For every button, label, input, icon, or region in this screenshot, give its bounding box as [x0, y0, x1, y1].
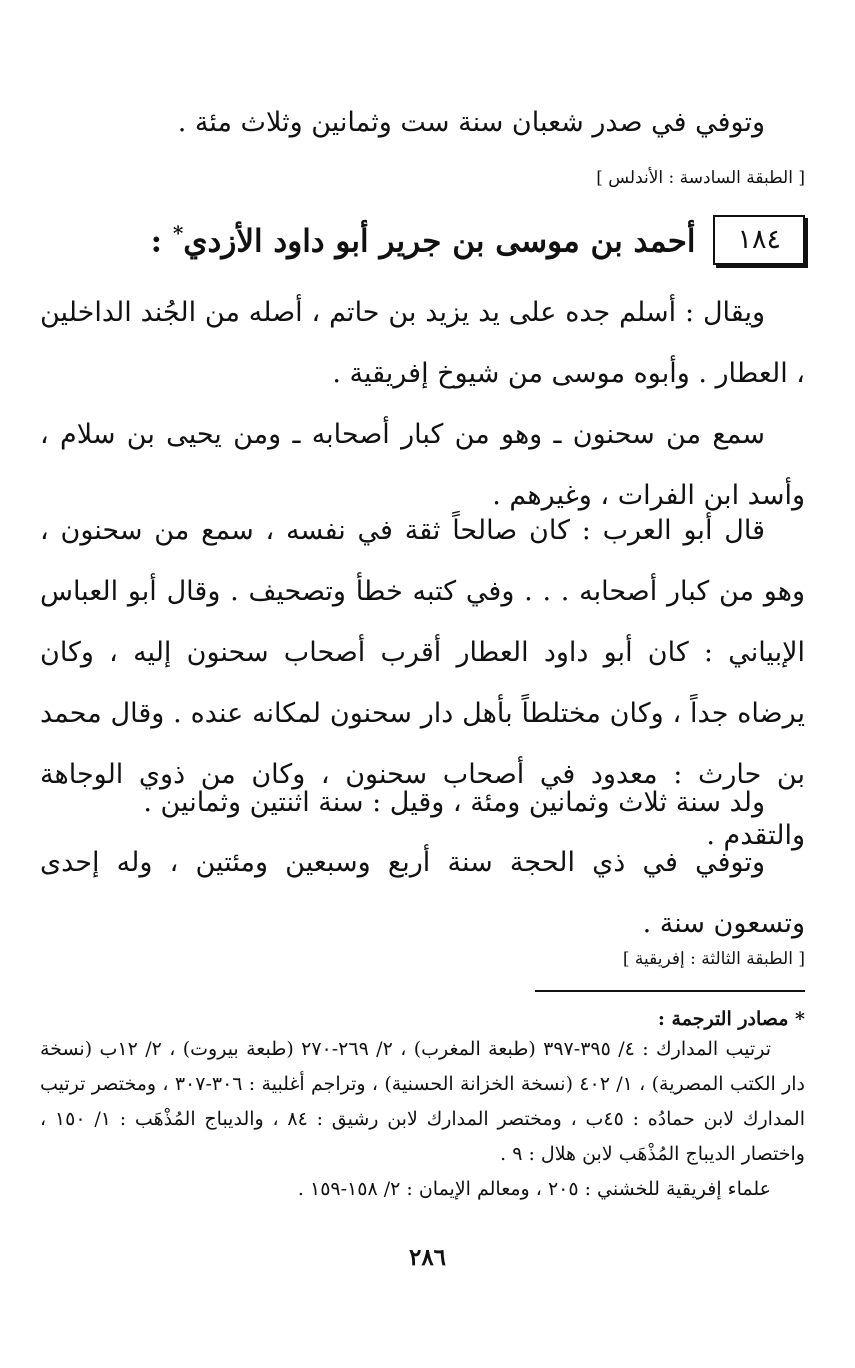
page-number: ٢٨٦: [408, 1244, 447, 1271]
paragraph-origin: ويقال : أسلم جده على يد يزيد بن حاتم ، أصله من الجُند الداخلين ، العطار . وأبوه موسى من شيوخ إفريقية .: [40, 297, 805, 389]
footnote-text: ترتيب المدارك : ٤/ ٣٩٥-٣٩٧ (طبعة المغرب) ، ٢/ ٢٦٩-٢٧٠ (طبعة بيروت) ، ٢/ ١٢ب (نسخة دار الكتب المصرية) ، ١/ ٤٠٢ (نسخة الخزانة الحسنية) ، وتراجم أغلبية : ٣٠٦-٣٠٧ ، ومختصر ترتيب المدارك لابن حمادُه : ٤٥ب ، ومختصر المدارك لابن رشيق : ٨٤ ، والديباج المُذْهَب : ١/ ١٥٠ ، واختصار الديباج المُذْهَب لابن هلال : ٩ .: [40, 1038, 805, 1165]
entry-number-box: ١٨٤: [713, 215, 805, 265]
footnote-marker: *: [172, 220, 184, 245]
entry-heading: [40, 212, 805, 268]
paragraph-death: وتوفي في ذي الحجة سنة أربع وسبعين ومئتين ، وله إحدى وتسعون سنة .: [40, 847, 805, 939]
footnote-last-line: علماء إفريقية للخشني : ٢٠٥ ، ومعالم الإيمان : ٢/ ١٥٨-١٥٩ .: [297, 1178, 771, 1200]
tabaqa-label-ifriqiya: [ الطبقة الثالثة : إفريقية ]: [622, 949, 805, 969]
paragraph-birth: ولد سنة ثلاث وثمانين ومئة ، وقيل : سنة اثنتين وثمانين .: [143, 787, 765, 818]
footnote-body: [40, 1032, 805, 1207]
paragraph-assessments: قال أبو العرب : كان صالحاً ثقة في نفسه ، سمع من سحنون ، وهو من كبار أصحابه . . . وفي كتبه خطأ وتصحيف . وقال أبو العباس الإبياني : كان أبو داود العطار أقرب أصحاب سحنون إليه ، وكان يرضاه جداً ، وكان مختلطاً بأهل دار سحنون لمكانه عنده . وقال محمد بن حارث : معدود في أصحاب سحنون ، وكان من ذوي الوجاهة والتقدم .: [40, 515, 805, 851]
footnote-title: * مصادر الترجمة :: [657, 1008, 805, 1030]
entry-name: أحمد بن موسى بن جرير أبو داود الأزدي: [183, 223, 696, 260]
footnote-divider: [535, 990, 805, 992]
paragraph-teachers: سمع من سحنون ـ وهو من كبار أصحابه ـ ومن يحيى بن سلام ، وأسد ابن الفرات ، وغيرهم .: [40, 419, 805, 511]
paragraph-death-date-previous: وتوفي في صدر شعبان سنة ست وثمانين وثلاث مئة .: [177, 107, 765, 138]
entry-title: [151, 221, 696, 259]
entry-colon: :: [150, 223, 173, 260]
tabaqa-label-andalus: [ الطبقة السادسة : الأندلس ]: [596, 168, 805, 188]
